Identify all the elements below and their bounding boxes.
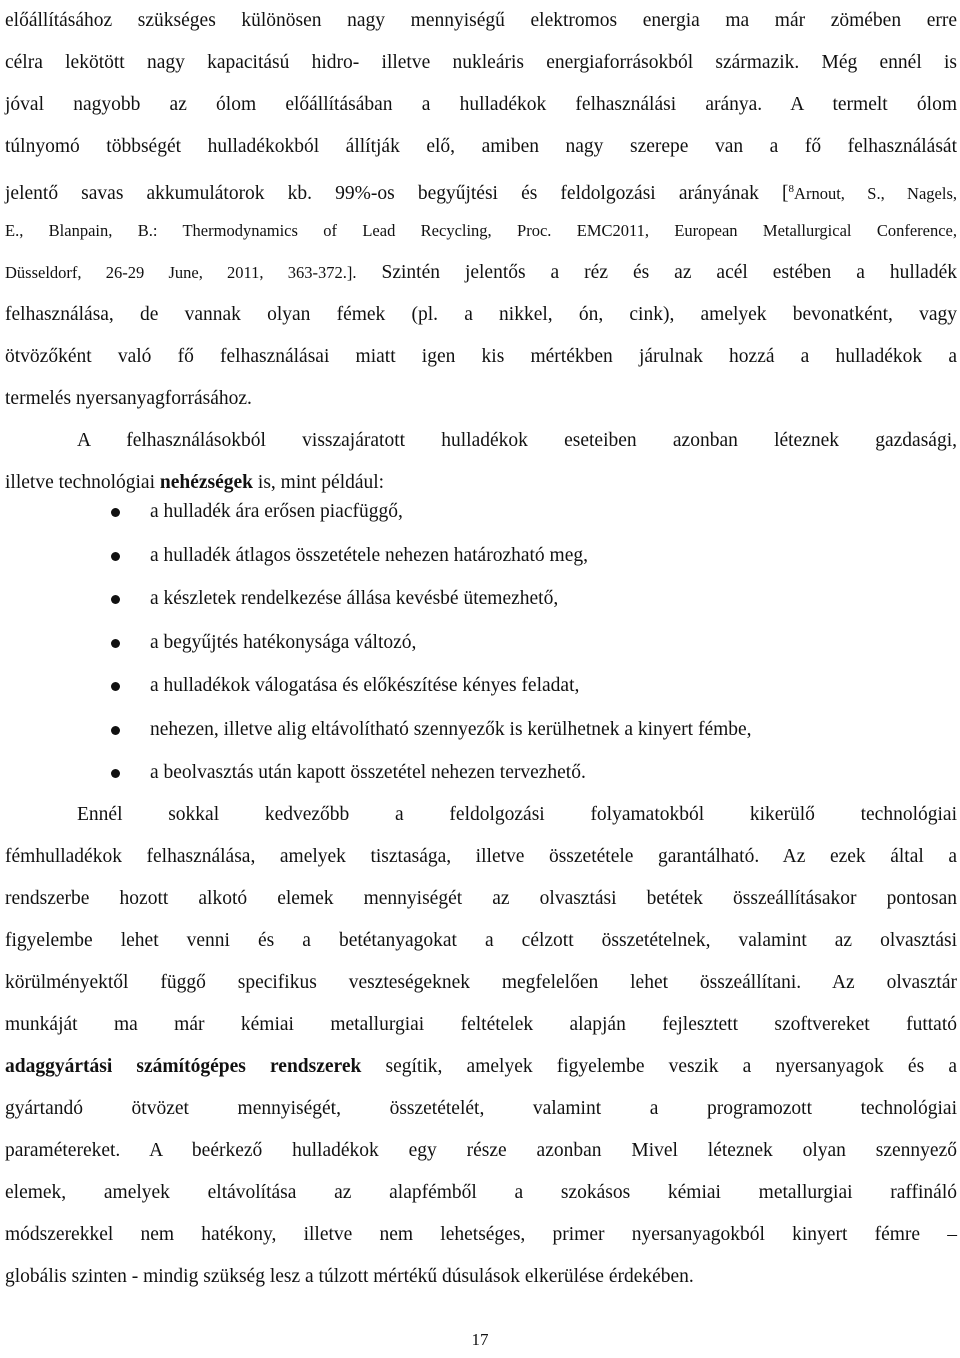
paragraph-2-first-line: A felhasználásokból visszajáratott hulladékok eseteiben azonban léteznek gazdasági, bbox=[77, 430, 957, 451]
text-segment: illetve technológiai bbox=[5, 472, 160, 493]
text-line: globális szinten - mindig szükség lesz a túlzott mértékű dúsulások elkerülése érdekében. bbox=[5, 1266, 694, 1287]
bold-term: adaggyártási számítógépes rendszerek bbox=[5, 1056, 362, 1077]
citation-text: Düsseldorf, 26-29 June, 2011, 363-372.]. bbox=[5, 263, 357, 282]
list-item bbox=[0, 577, 960, 621]
list-item-text: a hulladék átlagos összetétele nehezen határozható meg, bbox=[150, 544, 589, 566]
text-line: célra lekötött nagy kapacitású hidro- illetve nukleáris energiaforrásokból származik. Még ennél is bbox=[5, 52, 957, 73]
list-item bbox=[0, 534, 960, 578]
text-line: termelés nyersanyagforrásához. bbox=[5, 388, 252, 409]
text-line: paramétereket. A beérkező hulladékok egy része azonban Mivel léteznek olyan szennyező bbox=[5, 1140, 957, 1161]
text-line: gyártandó ötvözet mennyiségét, összetételét, valamint a programozott technológiai bbox=[5, 1098, 957, 1119]
list-item-text: a hulladékok válogatása és előkészítése kényes feladat, bbox=[150, 675, 580, 696]
text-line: jóval nagyobb az ólom előállításában a hulladékok felhasználási aránya. A termelt ólom bbox=[5, 94, 957, 115]
list-item bbox=[0, 751, 960, 795]
list-item bbox=[0, 708, 960, 752]
text-line: túlnyomó többségét hulladékokból állítják elő, amiben nagy szerepe van a fő felhasználását bbox=[5, 136, 957, 157]
list-item-text: a készletek rendelkezése állása kevésbé ütemezhető, bbox=[150, 588, 559, 609]
bullet-icon bbox=[111, 639, 120, 648]
text-line bbox=[5, 252, 957, 294]
citation-text: Arnout, S., Nagels, bbox=[794, 184, 957, 203]
bullet-icon bbox=[111, 726, 120, 735]
text-segment: is, mint például: bbox=[253, 472, 385, 493]
text-line: felhasználása, de vannak olyan fémek (pl. a nikkel, ón, cink), amelyek bevonatként, vagy bbox=[5, 304, 957, 325]
paragraph-3 bbox=[5, 794, 957, 1298]
footnote-reference: 8 bbox=[788, 183, 795, 195]
list-item bbox=[0, 664, 960, 708]
text-line: módszerekkel nem hatékony, illetve nem lehetséges, primer nyersanyagokból kinyert fémre – bbox=[5, 1224, 957, 1245]
text-line: előállításához szükséges különösen nagy mennyiségű elektromos energia ma már zömében erre bbox=[5, 10, 957, 31]
bullet-icon bbox=[111, 552, 120, 561]
bullet-icon bbox=[111, 508, 120, 517]
bullet-icon bbox=[111, 769, 120, 778]
list-item bbox=[0, 621, 960, 665]
text-line bbox=[5, 1046, 957, 1088]
list-item-text: a beolvasztás után kapott összetétel nehezen tervezhető. bbox=[150, 762, 586, 783]
text-line: fémhulladékok felhasználása, amelyek tisztasága, illetve összetétele garantálható. Az ezek által a bbox=[5, 846, 957, 867]
list-item-text: a begyűjtés hatékonysága változó, bbox=[150, 631, 417, 653]
paragraph-3-first-line: Ennél sokkal kedvezőbb a feldolgozási folyamatokból kikerülő technológiai bbox=[77, 804, 957, 825]
bullet-icon bbox=[111, 682, 120, 691]
text-segment: Szintén jelentős a réz és az acél estében a hulladék bbox=[356, 262, 957, 283]
bullet-icon bbox=[111, 595, 120, 604]
text-line: rendszerbe hozott alkotó elemek mennyiségét az olvasztási betétek összeállításakor pontosan bbox=[5, 888, 957, 909]
page-number: 17 bbox=[471, 1330, 489, 1349]
list-item bbox=[0, 490, 960, 534]
list-item-text: a hulladék ára erősen piacfüggő, bbox=[150, 501, 403, 522]
text-line: elemek, amelyek eltávolítása az alapfémből a szokásos kémiai metallurgiai raffináló bbox=[5, 1182, 957, 1203]
paragraph-1 bbox=[5, 0, 957, 504]
text-segment: segítik, amelyek figyelembe veszik a nyersanyagok és a bbox=[361, 1056, 957, 1077]
text-line bbox=[5, 168, 957, 210]
text-line: ötvözőként való fő felhasználásai miatt igen kis mértékben járulnak hozzá a hulladékok a bbox=[5, 346, 957, 367]
citation-line: E., Blanpain, B.: Thermodynamics of Lead Recycling, Proc. EMC2011, European Metallurgical Conference, bbox=[5, 221, 957, 240]
bold-term: nehézségek bbox=[159, 472, 254, 493]
list-item-text: nehezen, illetve alig eltávolítható szennyezők is kerülhetnek a kinyert fémbe, bbox=[150, 718, 752, 740]
text-segment: jelentő savas akkumulátorok kb. 99%-os begyűjtési és feldolgozási arányának [ bbox=[5, 183, 789, 204]
bullet-list bbox=[0, 490, 960, 795]
text-line: figyelembe lehet venni és a betétanyagokat a célzott összetételnek, valamint az olvasztási bbox=[5, 930, 957, 951]
text-line: körülményektől függő specifikus veszteségeknek megfelelően lehet összeállítani. Az olvasztár bbox=[5, 972, 957, 993]
text-line: munkáját ma már kémiai metallurgiai feltételek alapján fejlesztett szoftvereket futtató bbox=[5, 1014, 957, 1035]
